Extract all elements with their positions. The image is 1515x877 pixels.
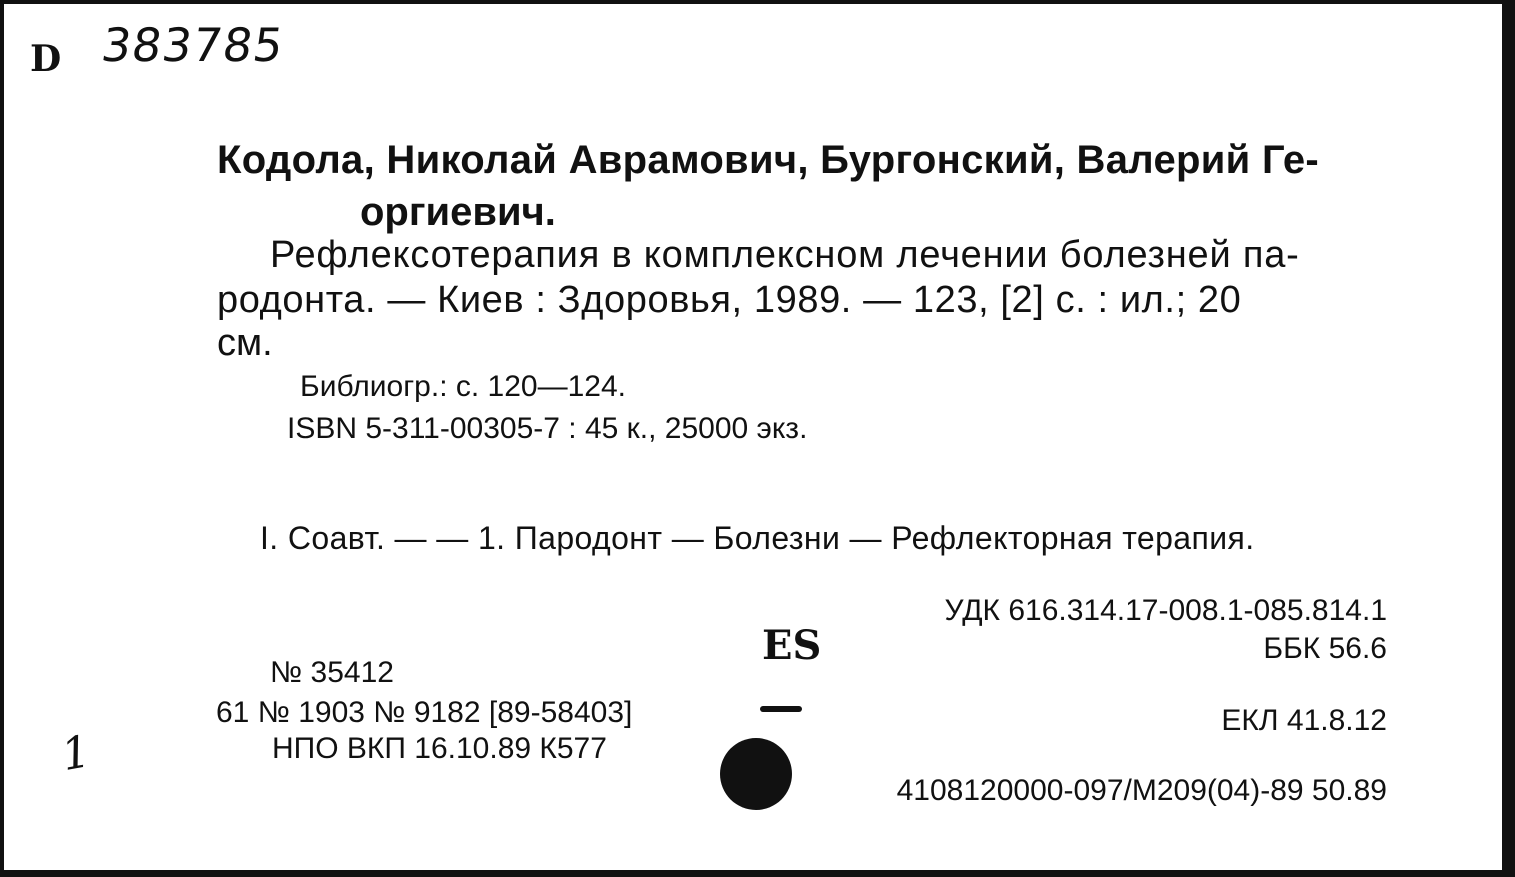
order-number: № 35412 <box>270 656 394 689</box>
isbn-line: ISBN 5-311-00305-7 : 45 к., 25000 экз. <box>287 412 808 445</box>
tracing-line: I. Соавт. — — 1. Пародонт — Болезни — Рефлекторная терапия. <box>260 520 1255 556</box>
ink-smudge <box>760 706 802 712</box>
print-info-line-2: НПО ВКП 16.10.89 К577 <box>272 732 607 765</box>
bibliography-note: Библиогр.: с. 120—124. <box>300 370 626 403</box>
udk-code: УДК 616.314.17-008.1-085.814.1 <box>944 594 1387 627</box>
classification-code: 4108120000-097/М209(04)-89 50.89 <box>896 774 1387 807</box>
authors-line-1: Кодола, Николай Аврамович, Бургонский, Валерий Ге- <box>217 138 1320 182</box>
ekl-code: ЕКЛ 41.8.12 <box>1221 704 1387 737</box>
title-line-3: см. <box>217 322 273 364</box>
print-info-line-1: 61 № 1903 № 9182 [89-58403] <box>216 696 633 729</box>
card-border-right <box>1502 0 1515 877</box>
bbk-code: ББК 56.6 <box>1263 632 1387 665</box>
card-border-left <box>0 0 4 877</box>
title-line-2: родонта. — Киев : Здоровья, 1989. — 123, [2] с. : ил.; 20 <box>217 279 1242 321</box>
title-line-1: Рефлексотерапия в комплексном лечении болезней па- <box>270 234 1300 276</box>
es-mark: ES <box>762 622 822 669</box>
authors-line-2: оргиевич. <box>360 190 556 234</box>
card-border-top <box>0 0 1515 4</box>
handwritten-number: 383785 <box>98 18 288 72</box>
handwritten-mark: 1 <box>57 725 95 782</box>
punch-hole <box>720 738 792 810</box>
card-border-bottom <box>0 870 1515 877</box>
stamp-letter: D <box>30 38 62 80</box>
